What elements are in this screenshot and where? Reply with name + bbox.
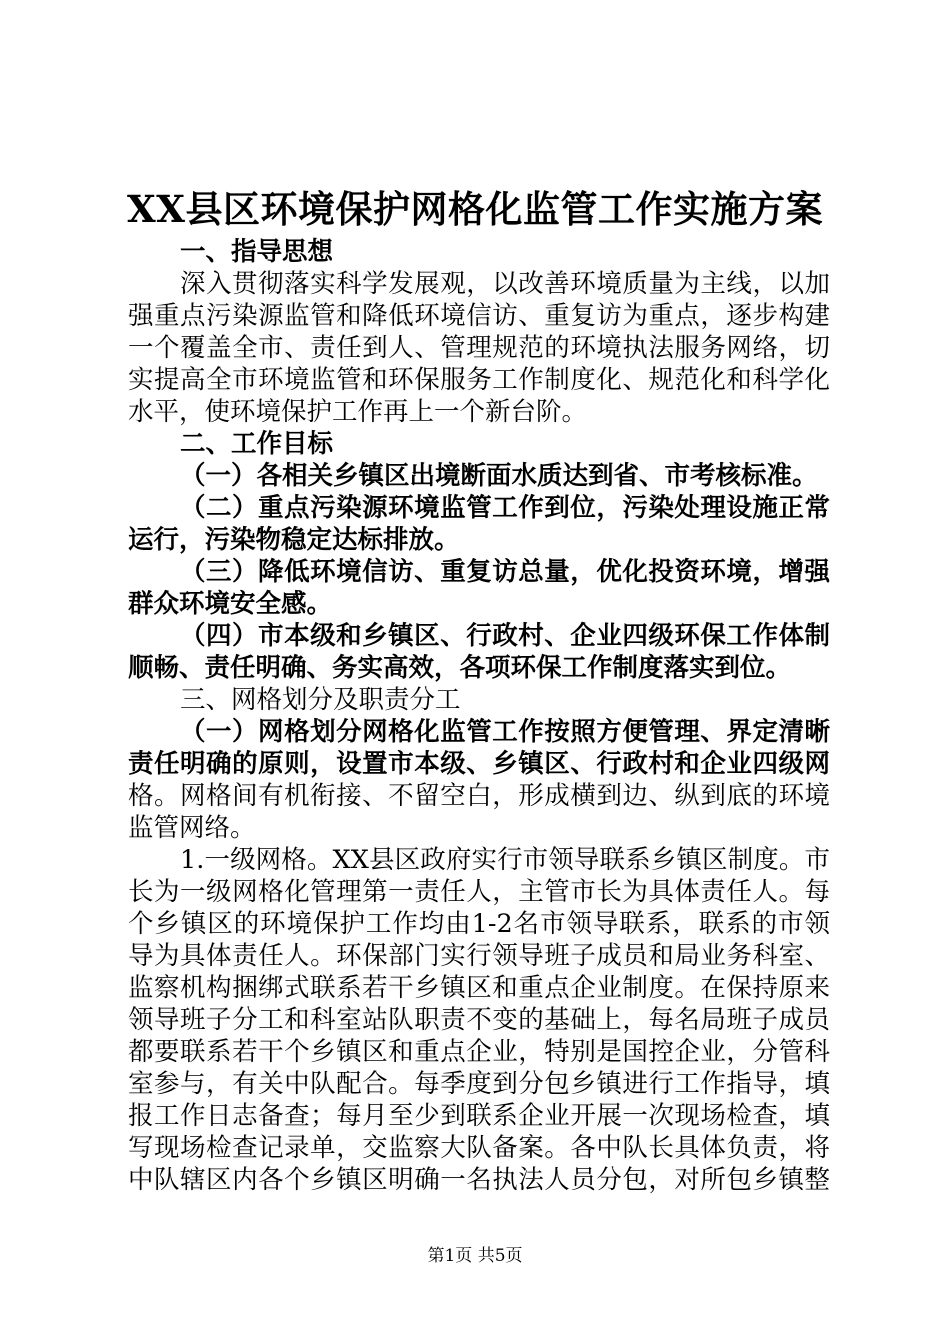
text-line: 写现场检查记录单，交监察大队备案。各中队长具体负责，将	[128, 1133, 830, 1163]
text-line: （三）降低环境信访、重复访总量，优化投资环境，增强	[180, 557, 830, 587]
text-line: 监察机构捆绑式联系若干乡镇区和重点企业制度。在保持原来	[128, 973, 830, 1003]
text-line: 水平，使环境保护工作再上一个新台阶。	[128, 397, 588, 427]
text-line: 格。网格间有机衔接、不留空白，形成横到边、纵到底的环境	[128, 781, 830, 811]
text-line: 一、指导思想	[180, 237, 334, 267]
document-title: XX县区环境保护网格化监管工作实施方案	[127, 187, 823, 231]
text-line: 三、网格划分及职责分工	[180, 685, 461, 715]
text-line: 强重点污染源监管和降低环境信访、重复访为重点，逐步构建	[128, 301, 830, 331]
text-line: （一）各相关乡镇区出境断面水质达到省、市考核标准。	[180, 461, 818, 491]
text-line: （二）重点污染源环境监管工作到位，污染处理设施正常	[180, 493, 830, 523]
text-line: 都要联系若干个乡镇区和重点企业，特别是国控企业，分管科	[128, 1037, 830, 1067]
text-line: 运行，污染物稳定达标排放。	[128, 525, 460, 555]
document-body	[128, 236, 830, 1196]
text-line: 中队辖区内各个乡镇区明确一名执法人员分包，对所包乡镇整	[128, 1165, 830, 1195]
text-line: 监管网络。	[128, 813, 256, 843]
text-line: 深入贯彻落实科学发展观，以改善环境质量为主线，以加	[180, 269, 830, 299]
text-line: 二、工作目标	[180, 429, 334, 459]
text-line: 1.一级网格。XX县区政府实行市领导联系乡镇区制度。市	[180, 845, 830, 875]
text-line: 报工作日志备查；每月至少到联系企业开展一次现场检查，填	[128, 1101, 830, 1131]
text-line: 导为具体责任人。环保部门实行领导班子成员和局业务科室、	[128, 941, 830, 971]
text-line: （四）市本级和乡镇区、行政村、企业四级环保工作体制	[180, 621, 830, 651]
text-line: 责任明确的原则，设置市本级、乡镇区、行政村和企业四级网	[128, 749, 830, 779]
text-line: 实提高全市环境监管和环保服务工作制度化、规范化和科学化	[128, 365, 830, 395]
text-line: 领导班子分工和科室站队职责不变的基础上，每名局班子成员	[128, 1005, 830, 1035]
text-line: 顺畅、责任明确、务实高效，各项环保工作制度落实到位。	[128, 653, 792, 683]
text-line: 群众环境安全感。	[128, 589, 333, 619]
text-line: 室参与，有关中队配合。每季度到分包乡镇进行工作指导，填	[128, 1069, 830, 1099]
text-line: 一个覆盖全市、责任到人、管理规范的环境执法服务网络，切	[128, 333, 830, 363]
text-line: 长为一级网格化管理第一责任人，主管市长为具体责任人。每	[128, 877, 830, 907]
text-line: 个乡镇区的环境保护工作均由1-2名市领导联系，联系的市领	[128, 909, 830, 939]
text-line: （一）网格划分网格化监管工作按照方便管理、界定清晰	[180, 717, 830, 747]
page-footer: 第1页 共5页	[427, 1246, 523, 1266]
